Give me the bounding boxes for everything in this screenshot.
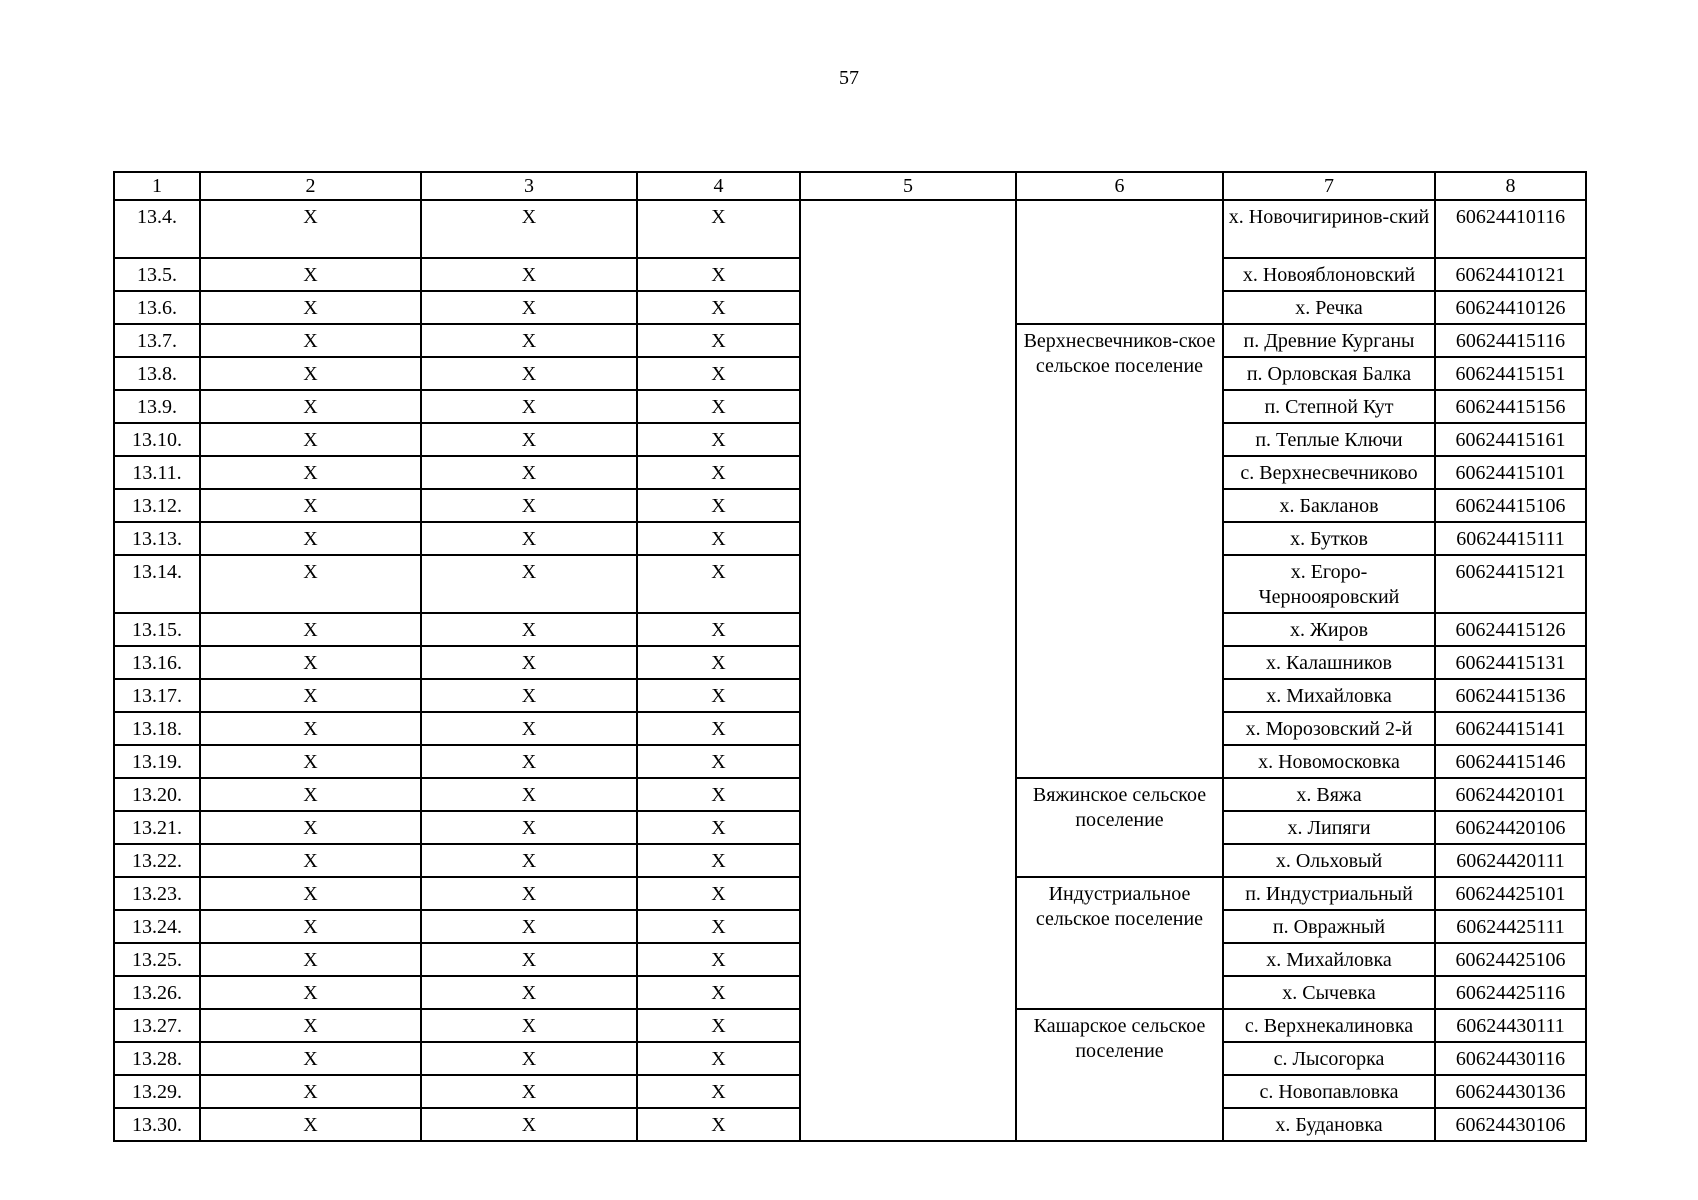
oktmo-code: 60624410126 xyxy=(1435,291,1586,324)
x-mark-col3: Х xyxy=(421,489,637,522)
x-mark-col2: Х xyxy=(200,1075,421,1108)
header-cell: 2 xyxy=(200,172,421,200)
oktmo-code: 60624420111 xyxy=(1435,844,1586,877)
x-mark-col2: Х xyxy=(200,877,421,910)
locality-name: х. Речка xyxy=(1223,291,1435,324)
x-mark-col3: Х xyxy=(421,423,637,456)
locality-name: х. Сычевка xyxy=(1223,976,1435,1009)
oktmo-code: 60624415151 xyxy=(1435,357,1586,390)
row-number: 13.28. xyxy=(114,1042,200,1075)
oktmo-code: 60624420106 xyxy=(1435,811,1586,844)
locality-name: х. Михайловка xyxy=(1223,679,1435,712)
oktmo-code: 60624410116 xyxy=(1435,200,1586,258)
row-number: 13.27. xyxy=(114,1009,200,1042)
x-mark-col2: Х xyxy=(200,390,421,423)
x-mark-col2: Х xyxy=(200,646,421,679)
x-mark-col2: Х xyxy=(200,324,421,357)
x-mark-col4: Х xyxy=(637,1042,800,1075)
x-mark-col3: Х xyxy=(421,324,637,357)
x-mark-col4: Х xyxy=(637,258,800,291)
x-mark-col2: Х xyxy=(200,844,421,877)
locality-name: х. Ольховый xyxy=(1223,844,1435,877)
x-mark-col4: Х xyxy=(637,679,800,712)
locality-name: х. Калашников xyxy=(1223,646,1435,679)
oktmo-code: 60624415131 xyxy=(1435,646,1586,679)
x-mark-col2: Х xyxy=(200,357,421,390)
locality-name: х. Новочигиринов-ский xyxy=(1223,200,1435,258)
x-mark-col3: Х xyxy=(421,1009,637,1042)
locality-name: с. Новопавловка xyxy=(1223,1075,1435,1108)
x-mark-col4: Х xyxy=(637,555,800,613)
x-mark-col3: Х xyxy=(421,844,637,877)
x-mark-col4: Х xyxy=(637,943,800,976)
row-number: 13.12. xyxy=(114,489,200,522)
x-mark-col4: Х xyxy=(637,910,800,943)
header-cell: 5 xyxy=(800,172,1016,200)
x-mark-col4: Х xyxy=(637,712,800,745)
x-mark-col3: Х xyxy=(421,1042,637,1075)
x-mark-col2: Х xyxy=(200,555,421,613)
x-mark-col4: Х xyxy=(637,291,800,324)
oktmo-code: 60624425111 xyxy=(1435,910,1586,943)
x-mark-col4: Х xyxy=(637,1108,800,1141)
settlement-name: Индустриальное сельское поселение xyxy=(1016,877,1223,1009)
x-mark-col2: Х xyxy=(200,489,421,522)
locality-name: п. Орловская Балка xyxy=(1223,357,1435,390)
settlements-table xyxy=(113,171,1587,1142)
locality-name: п. Овражный xyxy=(1223,910,1435,943)
oktmo-code: 60624425106 xyxy=(1435,943,1586,976)
x-mark-col4: Х xyxy=(637,324,800,357)
x-mark-col2: Х xyxy=(200,291,421,324)
x-mark-col3: Х xyxy=(421,712,637,745)
oktmo-code: 60624430116 xyxy=(1435,1042,1586,1075)
x-mark-col4: Х xyxy=(637,1075,800,1108)
oktmo-code: 60624415156 xyxy=(1435,390,1586,423)
x-mark-col3: Х xyxy=(421,1108,637,1141)
x-mark-col2: Х xyxy=(200,1042,421,1075)
x-mark-col3: Х xyxy=(421,877,637,910)
x-mark-col3: Х xyxy=(421,456,637,489)
header-cell: 7 xyxy=(1223,172,1435,200)
x-mark-col2: Х xyxy=(200,943,421,976)
x-mark-col3: Х xyxy=(421,811,637,844)
row-number: 13.6. xyxy=(114,291,200,324)
x-mark-col4: Х xyxy=(637,1009,800,1042)
row-number: 13.4. xyxy=(114,200,200,258)
x-mark-col3: Х xyxy=(421,390,637,423)
x-mark-col3: Х xyxy=(421,200,637,258)
x-mark-col4: Х xyxy=(637,613,800,646)
x-mark-col4: Х xyxy=(637,489,800,522)
x-mark-col3: Х xyxy=(421,357,637,390)
row-number: 13.25. xyxy=(114,943,200,976)
header-cell: 8 xyxy=(1435,172,1586,200)
locality-name: х. Будановка xyxy=(1223,1108,1435,1141)
x-mark-col4: Х xyxy=(637,877,800,910)
row-number: 13.11. xyxy=(114,456,200,489)
row-number: 13.21. xyxy=(114,811,200,844)
locality-name: с. Верхнесвечниково xyxy=(1223,456,1435,489)
x-mark-col4: Х xyxy=(637,357,800,390)
row-number: 13.22. xyxy=(114,844,200,877)
locality-name: х. Вяжа xyxy=(1223,778,1435,811)
oktmo-code: 60624415136 xyxy=(1435,679,1586,712)
x-mark-col3: Х xyxy=(421,291,637,324)
locality-name: х. Новомосковка xyxy=(1223,745,1435,778)
x-mark-col2: Х xyxy=(200,811,421,844)
x-mark-col3: Х xyxy=(421,976,637,1009)
locality-name: п. Теплые Ключи xyxy=(1223,423,1435,456)
locality-name: с. Лысогорка xyxy=(1223,1042,1435,1075)
x-mark-col2: Х xyxy=(200,1108,421,1141)
settlement-name: Вяжинское сельское поселение xyxy=(1016,778,1223,877)
oktmo-code: 60624415161 xyxy=(1435,423,1586,456)
x-mark-col3: Х xyxy=(421,522,637,555)
x-mark-col3: Х xyxy=(421,258,637,291)
page-number: 57 xyxy=(839,67,859,89)
row-number: 13.9. xyxy=(114,390,200,423)
x-mark-col2: Х xyxy=(200,976,421,1009)
x-mark-col2: Х xyxy=(200,712,421,745)
x-mark-col4: Х xyxy=(637,423,800,456)
x-mark-col4: Х xyxy=(637,778,800,811)
x-mark-col3: Х xyxy=(421,943,637,976)
oktmo-code: 60624430106 xyxy=(1435,1108,1586,1141)
x-mark-col2: Х xyxy=(200,1009,421,1042)
row-number: 13.24. xyxy=(114,910,200,943)
row-number: 13.14. xyxy=(114,555,200,613)
table-body xyxy=(114,172,1586,1141)
locality-name: х. Егоро-Черноояровский xyxy=(1223,555,1435,613)
settlement-name: Верхнесвечников-ское сельское поселение xyxy=(1016,324,1223,778)
x-mark-col2: Х xyxy=(200,258,421,291)
x-mark-col3: Х xyxy=(421,646,637,679)
x-mark-col4: Х xyxy=(637,646,800,679)
x-mark-col3: Х xyxy=(421,778,637,811)
row-number: 13.18. xyxy=(114,712,200,745)
row-number: 13.7. xyxy=(114,324,200,357)
row-number: 13.19. xyxy=(114,745,200,778)
row-number: 13.10. xyxy=(114,423,200,456)
x-mark-col2: Х xyxy=(200,200,421,258)
x-mark-col2: Х xyxy=(200,613,421,646)
oktmo-code: 60624415126 xyxy=(1435,613,1586,646)
settlement-name xyxy=(1016,200,1223,324)
locality-name: х. Бутков xyxy=(1223,522,1435,555)
settlement-name: Кашарское сельское поселение xyxy=(1016,1009,1223,1141)
oktmo-code: 60624415146 xyxy=(1435,745,1586,778)
x-mark-col2: Х xyxy=(200,679,421,712)
x-mark-col4: Х xyxy=(637,844,800,877)
oktmo-code: 60624420101 xyxy=(1435,778,1586,811)
table-row xyxy=(114,200,1586,258)
oktmo-code: 60624415111 xyxy=(1435,522,1586,555)
oktmo-code: 60624415121 xyxy=(1435,555,1586,613)
x-mark-col4: Х xyxy=(637,390,800,423)
header-cell: 3 xyxy=(421,172,637,200)
locality-name: х. Жиров xyxy=(1223,613,1435,646)
x-mark-col2: Х xyxy=(200,456,421,489)
x-mark-col4: Х xyxy=(637,811,800,844)
locality-name: х. Михайловка xyxy=(1223,943,1435,976)
locality-name: х. Липяги xyxy=(1223,811,1435,844)
row-number: 13.15. xyxy=(114,613,200,646)
header-cell: 1 xyxy=(114,172,200,200)
x-mark-col4: Х xyxy=(637,745,800,778)
x-mark-col4: Х xyxy=(637,200,800,258)
oktmo-code: 60624410121 xyxy=(1435,258,1586,291)
locality-name: п. Индустриальный xyxy=(1223,877,1435,910)
x-mark-col4: Х xyxy=(637,522,800,555)
x-mark-col2: Х xyxy=(200,910,421,943)
column-5-blank xyxy=(800,200,1016,1141)
oktmo-code: 60624415116 xyxy=(1435,324,1586,357)
header-cell: 6 xyxy=(1016,172,1223,200)
locality-name: х. Морозовский 2-й xyxy=(1223,712,1435,745)
x-mark-col2: Х xyxy=(200,522,421,555)
row-number: 13.13. xyxy=(114,522,200,555)
oktmo-code: 60624430136 xyxy=(1435,1075,1586,1108)
x-mark-col3: Х xyxy=(421,679,637,712)
row-number: 13.8. xyxy=(114,357,200,390)
header-cell: 4 xyxy=(637,172,800,200)
row-number: 13.5. xyxy=(114,258,200,291)
x-mark-col2: Х xyxy=(200,745,421,778)
oktmo-code: 60624415106 xyxy=(1435,489,1586,522)
x-mark-col3: Х xyxy=(421,555,637,613)
oktmo-code: 60624425101 xyxy=(1435,877,1586,910)
row-number: 13.17. xyxy=(114,679,200,712)
locality-name: х. Бакланов xyxy=(1223,489,1435,522)
locality-name: х. Новояблоновский xyxy=(1223,258,1435,291)
x-mark-col3: Х xyxy=(421,910,637,943)
x-mark-col4: Х xyxy=(637,456,800,489)
oktmo-code: 60624415101 xyxy=(1435,456,1586,489)
row-number: 13.20. xyxy=(114,778,200,811)
locality-name: с. Верхнекалиновка xyxy=(1223,1009,1435,1042)
row-number: 13.29. xyxy=(114,1075,200,1108)
header-row xyxy=(114,172,1586,200)
row-number: 13.26. xyxy=(114,976,200,1009)
x-mark-col2: Х xyxy=(200,423,421,456)
x-mark-col3: Х xyxy=(421,613,637,646)
x-mark-col2: Х xyxy=(200,778,421,811)
row-number: 13.23. xyxy=(114,877,200,910)
locality-name: п. Древние Курганы xyxy=(1223,324,1435,357)
oktmo-code: 60624430111 xyxy=(1435,1009,1586,1042)
x-mark-col3: Х xyxy=(421,745,637,778)
row-number: 13.16. xyxy=(114,646,200,679)
oktmo-code: 60624425116 xyxy=(1435,976,1586,1009)
oktmo-code: 60624415141 xyxy=(1435,712,1586,745)
locality-name: п. Степной Кут xyxy=(1223,390,1435,423)
x-mark-col4: Х xyxy=(637,976,800,1009)
row-number: 13.30. xyxy=(114,1108,200,1141)
x-mark-col3: Х xyxy=(421,1075,637,1108)
